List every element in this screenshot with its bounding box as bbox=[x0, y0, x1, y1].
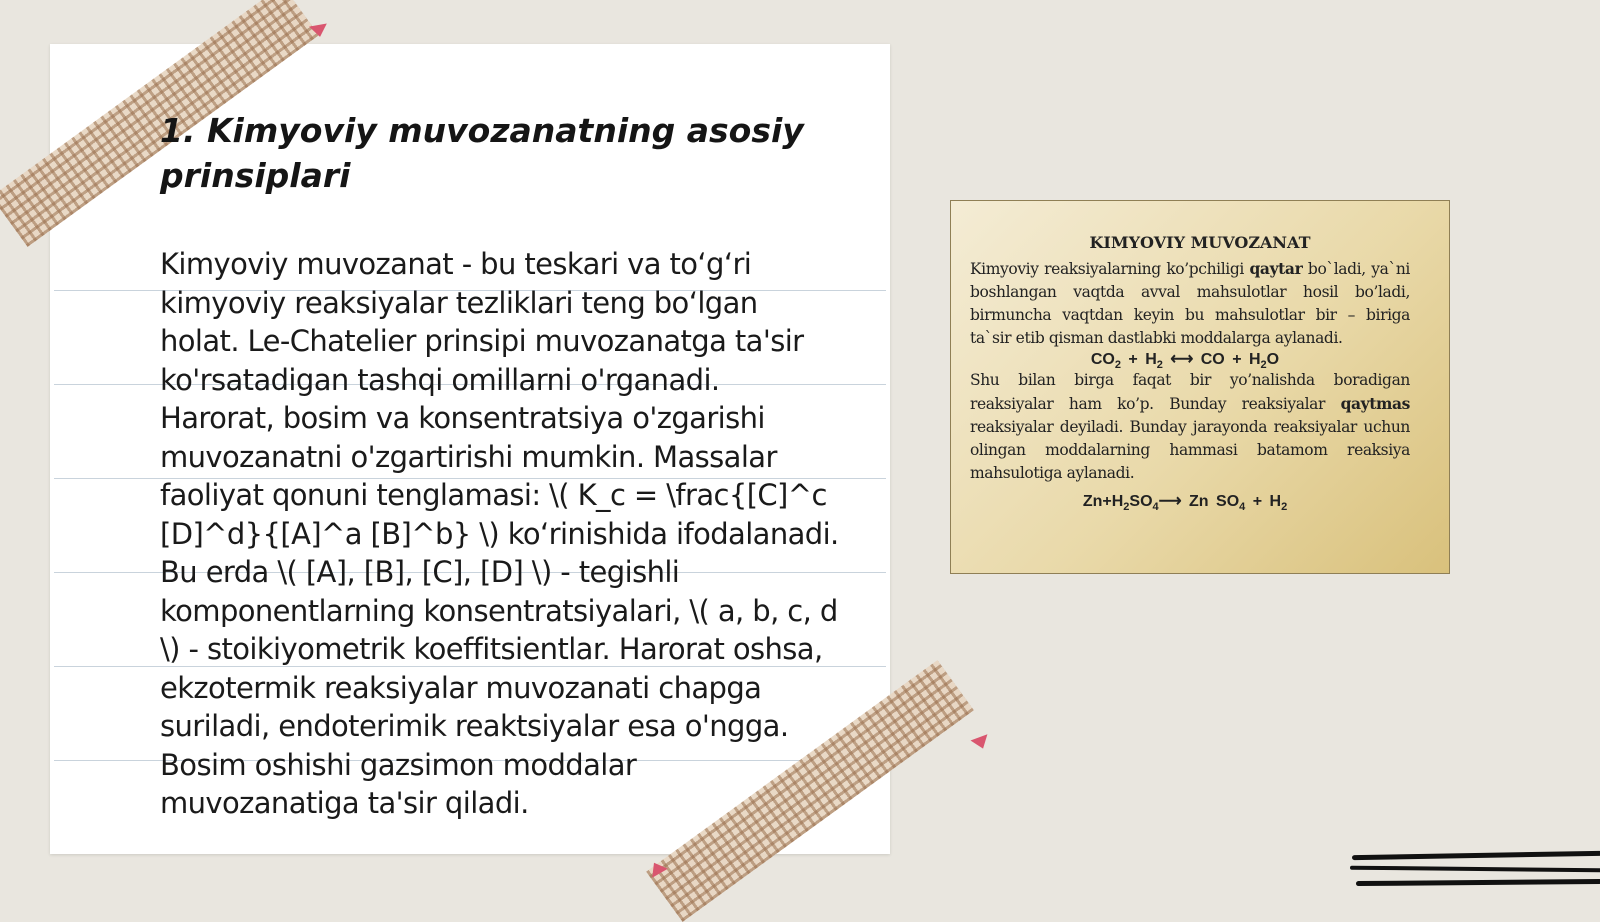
textbook-paragraph-1: Kimyoviy reaksiyalarning ko’pchiligi qaytar bo`ladi, ya`ni boshlangan vaqtda avval mahsulotlar hosil bo’ladi, birmuncha vaqtdan keyin bu mahsulotlar bir – biriga ta`sir etib qisman dastlabki moddalarga aylanadi. bbox=[970, 259, 1410, 347]
keyword-qaytmas: qaytmas bbox=[1340, 394, 1410, 413]
textbook-excerpt-image bbox=[950, 200, 1450, 574]
textbook-heading: KIMYOVIY MUVOZANAT bbox=[1089, 233, 1311, 252]
brush-stroke-decoration bbox=[1356, 879, 1600, 886]
textbook-paragraph-2: Shu bilan birga faqat bir yo’nalishda boradigan reaksiyalar ham ko’p. Bunday reaksiyalar qaytmas reaksiyalar deyiladi. Bunday jarayonda reaksiyalar uchun olingan moddalarning hammasi batamom reaksiya mahsulotiga aylanadi. bbox=[970, 371, 1410, 482]
slide-title: 1. Kimyoviy muvozanatning asosiy prinsiplari bbox=[160, 111, 804, 195]
keyword-qaytar: qaytar bbox=[1249, 259, 1303, 278]
slide-body-text: Kimyoviy muvozanat - bu teskari va to‘g‘ri kimyoviy reaksiyalar tezliklari teng bo‘lgan holat. Le-Chatelier prinsipi muvozanatga ta'sir ko'rsatadigan tashqi omillarni o'rganadi. Harorat, bosim va konsentratsiya o'zgarishi muvozanatni o'zgartirishi mumkin. Massalar faoliyat qonuni tenglamasi: \( K_c = \frac{[C]^c [D]^d}{[A]^a [B]^b} \) ko‘rinishida ifodalanadi. Bu erda \( [A], [B], [C], [D] \) - tegishli komponentlarning konsentratsiyalari, \( a, b, c, d \) - stoikiyometrik koeffitsientlar. Harorat oshsa, ekzotermik reaksiyalar muvozanati chapga suriladi, endoterimik reaktsiyalar esa o'ngga. Bosim oshishi gazsimon moddalar muvozanatiga ta'sir qiladi. bbox=[160, 247, 839, 820]
tape-pin-decoration bbox=[970, 734, 991, 751]
tape-pin-decoration bbox=[309, 24, 329, 39]
equation-zn-h2so4: $Zn+H_2SO_4⟶$ Zn $SO_4 + H_2$ bbox=[1082, 493, 1288, 514]
reversible-arrow-icon: ⟷ bbox=[1170, 351, 1194, 368]
brush-stroke-decoration bbox=[1352, 851, 1600, 860]
forward-arrow-icon: ⟶ bbox=[1158, 493, 1182, 510]
brush-stroke-decoration bbox=[1350, 866, 1600, 873]
equation-co2-h2: $CO_2 + H_2$ ⟷ CO + $H_2O$ bbox=[1090, 351, 1280, 372]
